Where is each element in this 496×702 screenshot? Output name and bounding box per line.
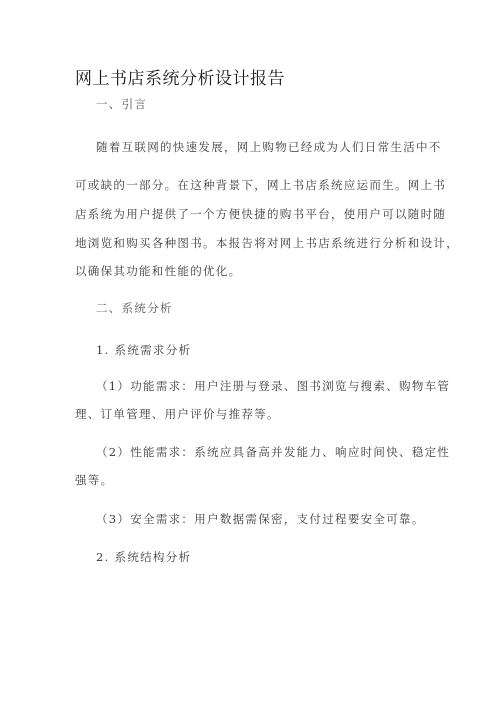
subsection-heading-structure: 2. 系统结构分析: [96, 550, 192, 564]
paragraph-line: 随着互联网的快速发展，网上购物已经成为人们日常生活中不: [96, 140, 442, 154]
subsection-heading-requirements: 1. 系统需求分析: [96, 343, 192, 357]
paragraph-line: 店系统为用户提供了一个方便快捷的购书平台，使用户可以随时随: [75, 207, 447, 221]
requirement-functional-line: 理、订单管理、用户评价与推荐等。: [75, 407, 280, 421]
paragraph-line: 以确保其功能和性能的优化。: [75, 264, 242, 278]
requirement-functional-line: （1）功能需求：用户注册与登录、图书浏览与搜索、购物车管: [96, 379, 451, 393]
requirement-security-line: （3）安全需求：用户数据需保密，支付过程要安全可靠。: [96, 512, 425, 526]
section-heading-system-analysis: 二、系统分析: [96, 301, 173, 315]
paragraph-line: 地浏览和购买各种图书。本报告将对网上书店系统进行分析和设计，: [75, 236, 459, 250]
requirement-performance-line: （2）性能需求：系统应具备高并发能力、响应时间快、稳定性: [96, 445, 451, 459]
requirement-performance-line: 强等。: [75, 473, 114, 487]
paragraph-line: 可或缺的一部分。在这种背景下，网上书店系统应运而生。网上书: [75, 178, 447, 192]
document-title: 网上书店系统分析设计报告: [75, 69, 285, 89]
section-heading-introduction: 一、引言: [96, 97, 148, 111]
